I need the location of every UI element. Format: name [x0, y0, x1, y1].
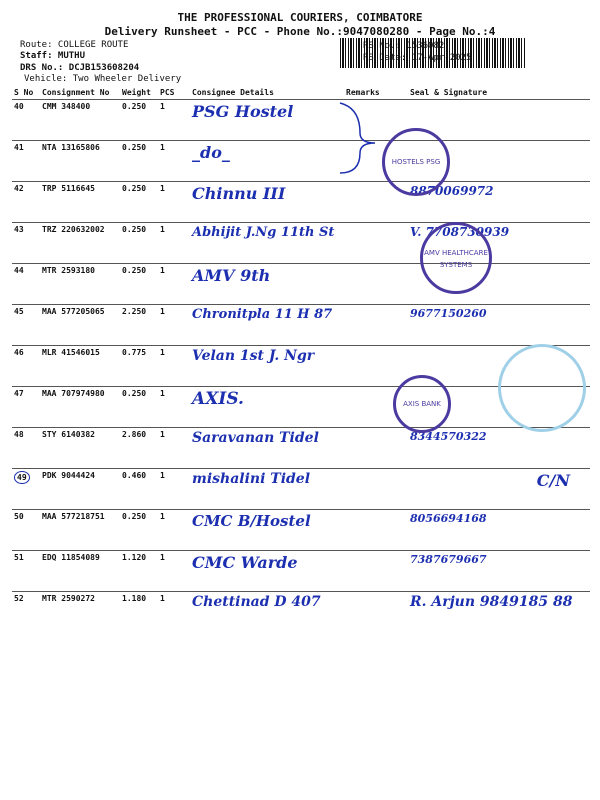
row-consignment: NTA 13165806: [40, 141, 120, 182]
amv-stamp: [420, 222, 492, 294]
row-sno: 47: [12, 387, 40, 428]
signature-handwriting: 9677150260: [410, 307, 487, 320]
row-pcs: 1: [158, 346, 190, 387]
row-weight: 0.460: [120, 469, 158, 510]
consignee-handwriting: AMV 9th: [192, 266, 271, 285]
row-remarks: [344, 223, 408, 264]
company-name: THE PROFESSIONAL COURIERS, COIMBATORE: [177, 11, 423, 24]
col-consignment: Consignment No: [42, 88, 110, 97]
row-consignee: [190, 387, 344, 428]
signature-handwriting: 7387679667: [410, 553, 487, 566]
amv-stamp-text: AMV HEALTHCARE SYSTEMS: [424, 249, 488, 269]
row-signature: [408, 551, 590, 592]
row-sno: 50: [12, 510, 40, 551]
row-pcs: 1: [158, 551, 190, 592]
row-pcs: 1: [158, 469, 190, 510]
row-sno: 45: [12, 305, 40, 346]
consignee-handwriting: Velan 1st J. Ngr: [192, 348, 315, 364]
row-consignee: [190, 551, 344, 592]
consignee-handwriting: Saravanan Tidel: [192, 430, 319, 446]
row-remarks: [344, 305, 408, 346]
row-remarks: [344, 551, 408, 592]
row-pcs: 1: [158, 428, 190, 469]
row-consignee: [190, 100, 344, 141]
row-weight: 1.180: [120, 592, 158, 633]
row-pcs: 1: [158, 141, 190, 182]
row-pcs: 1: [158, 305, 190, 346]
sno-circled: 49: [14, 471, 30, 484]
row-consignee: [190, 182, 344, 223]
row-consignment: MAA 707974980: [40, 387, 120, 428]
table-row: [12, 510, 590, 551]
row-consignment: MAA 577205065: [40, 305, 120, 346]
table-row: [12, 223, 590, 264]
row-signature: [408, 469, 590, 510]
staff: Staff: MUTHU: [20, 51, 86, 61]
axis-stamp-text: AXIS BANK: [403, 400, 441, 408]
consignee-handwriting: Abhijit J.Ng 11th St: [192, 225, 335, 240]
row-consignee: [190, 510, 344, 551]
table-row: [12, 141, 590, 182]
row-sno: [12, 469, 40, 510]
consignee-handwriting: CMC Warde: [192, 553, 298, 572]
row-weight: 0.250: [120, 223, 158, 264]
row-consignment: MTR 2590272: [40, 592, 120, 633]
drs-value: DCJB153608204: [68, 63, 140, 73]
col-signature: Seal & Signature: [410, 88, 488, 97]
row-weight: 0.250: [120, 100, 158, 141]
consignee-handwriting: PSG Hostel: [192, 102, 294, 121]
row-signature: [408, 510, 590, 551]
row-signature: [408, 592, 590, 633]
table-row: [12, 592, 590, 633]
row-weight: 0.250: [120, 510, 158, 551]
table-row: [12, 182, 590, 223]
col-weight: Weight: [122, 88, 151, 97]
row-pcs: 1: [158, 223, 190, 264]
row-consignee: [190, 428, 344, 469]
row-sno: 46: [12, 346, 40, 387]
row-consignee: [190, 141, 344, 182]
row-sno: 52: [12, 592, 40, 633]
consignee-handwriting: mishalini Tidel: [192, 471, 311, 487]
row-pcs: 1: [158, 100, 190, 141]
col-sno: S No: [14, 88, 34, 97]
route: Route: COLLEGE ROUTE: [20, 40, 129, 50]
row-consignment: EDQ 11854089: [40, 551, 120, 592]
row-consignee: [190, 346, 344, 387]
light-blue-seal: [498, 344, 586, 432]
col-pcs: PCS: [160, 88, 175, 97]
row-sno: 42: [12, 182, 40, 223]
consignee-handwriting: AXIS.: [192, 389, 244, 409]
signature-handwriting: 8870069972: [410, 184, 494, 198]
row-sno: 48: [12, 428, 40, 469]
row-weight: 0.250: [120, 182, 158, 223]
axis-stamp: [393, 375, 451, 433]
row-remarks: [344, 592, 408, 633]
table-row: [12, 551, 590, 592]
drs-number: [20, 63, 139, 73]
row-sno: 40: [12, 100, 40, 141]
row-consignee: [190, 223, 344, 264]
row-consignment: TRP 5116645: [40, 182, 120, 223]
row-sno: 44: [12, 264, 40, 305]
signature-handwriting: V. 7708730939: [410, 225, 510, 239]
row-weight: 0.250: [120, 387, 158, 428]
table-row: [12, 264, 590, 305]
row-consignment: STY 6140382: [40, 428, 120, 469]
row-pcs: 1: [158, 264, 190, 305]
row-consignment: MAA 577218751: [40, 510, 120, 551]
row-consignment: TRZ 220632002: [40, 223, 120, 264]
table-row: [12, 100, 590, 141]
runsheet-subtitle: Delivery Runsheet - PCC - Phone No.:9047080280 - Page No.:4: [104, 25, 496, 38]
row-consignment: MTR 2593180: [40, 264, 120, 305]
row-weight: 0.250: [120, 141, 158, 182]
row-consignment: PDK 9044424: [40, 469, 120, 510]
table-header: [12, 87, 590, 100]
row-consignee: [190, 469, 344, 510]
vehicle: Vehicle: Two Wheeler Delivery: [24, 74, 182, 84]
row-pcs: 1: [158, 510, 190, 551]
row-sno: 43: [12, 223, 40, 264]
consignee-handwriting: CMC B/Hostel: [192, 512, 311, 530]
row-consignee: [190, 264, 344, 305]
row-remarks: [344, 469, 408, 510]
signature-handwriting: C/N: [536, 471, 570, 490]
row-weight: 0.775: [120, 346, 158, 387]
hostels-stamp-text: HOSTELS PSG: [391, 158, 441, 166]
row-signature: [408, 305, 590, 346]
row-weight: 0.250: [120, 264, 158, 305]
table-row: [12, 428, 590, 469]
row-pcs: 1: [158, 387, 190, 428]
row-weight: 1.120: [120, 551, 158, 592]
consignee-handwriting: Chettinad D 407: [192, 594, 321, 610]
table-row: [12, 469, 590, 510]
consignee-handwriting: Chinnu III: [192, 184, 286, 203]
signature-handwriting: R. Arjun 9849185 88: [410, 594, 573, 610]
table-row: [12, 305, 590, 346]
row-consignment: MLR 41546015: [40, 346, 120, 387]
row-remarks: [344, 264, 408, 305]
consignee-handwriting: Chronitpla 11 H 87: [192, 307, 333, 322]
row-consignee: [190, 592, 344, 633]
row-pcs: 1: [158, 182, 190, 223]
row-remarks: [344, 346, 408, 387]
row-weight: 2.860: [120, 428, 158, 469]
row-pcs: 1: [158, 592, 190, 633]
row-consignee: [190, 305, 344, 346]
row-signature: [408, 428, 590, 469]
col-remarks: Remarks: [346, 88, 380, 97]
row-remarks: [344, 428, 408, 469]
row-consignment: CMM 348400: [40, 100, 120, 141]
row-sno: 51: [12, 551, 40, 592]
row-sno: 41: [12, 141, 40, 182]
signature-handwriting: 8056694168: [410, 512, 487, 525]
rs-number: RS No.: 1536082: [363, 41, 445, 51]
consignee-handwriting: _do_: [192, 143, 230, 162]
row-weight: 2.250: [120, 305, 158, 346]
drs-label: DRS No.:: [20, 63, 64, 73]
col-consignee: Consignee Details: [192, 88, 274, 97]
signature-handwriting: 8344570322: [410, 430, 487, 443]
hostels-stamp: [382, 128, 450, 196]
runsheet-table: [12, 87, 590, 632]
row-remarks: [344, 510, 408, 551]
rs-date: RS Date: 17-Apr-2025: [363, 53, 472, 63]
